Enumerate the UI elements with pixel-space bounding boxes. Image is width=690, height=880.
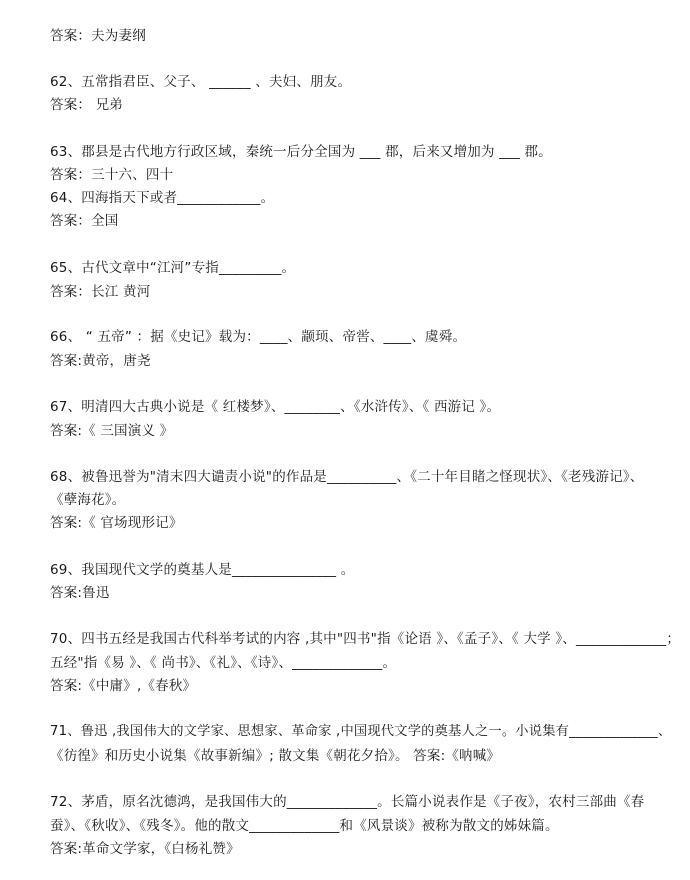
answer-70: 答案:《中庸》,《春秋》	[50, 678, 197, 694]
answer-67: 答案:《 三国演义 》	[50, 423, 174, 439]
answer-61: 答案：夫为妻纲	[50, 28, 146, 44]
question-70: 70、四书五经是我国古代科举考试的内容 ,其中"四书"指《论语 》、《孟子》、《 大学 》、_____________；	[50, 631, 681, 647]
question-65: 65、古代文章中“江河”专指_________。	[50, 260, 296, 276]
answer-63: 答案：三十六、四十	[50, 167, 174, 183]
question-68-cont: 《孽海花》。	[50, 492, 126, 508]
answer-64: 答案：全国	[50, 213, 119, 229]
question-72-cont: 蚕》、《秋收》、《残冬》。他的散文_____________和《风景谈》被称为散文的姊妹篇。	[50, 818, 559, 834]
question-63: 63、郡县是古代地方行政区域，秦统一后分全国为 ___ 郡，后来又增加为 ___ 郡。	[50, 144, 552, 160]
question-68: 68、被鲁迅誉为"清末四大谴责小说"的作品是__________、《二十年目睹之怪现状》、《老残游记》、	[50, 469, 644, 485]
question-69: 69、我国现代文学的奠基人是_______________ 。	[50, 562, 355, 578]
answer-68: 答案:《 官场现形记》	[50, 515, 183, 531]
answer-69: 答案:鲁迅	[50, 585, 110, 601]
question-64: 64、四海指天下或者____________。	[50, 190, 275, 206]
answer-66: 答案:黄帝，唐尧	[50, 353, 151, 369]
question-71: 71、鲁迅 ,我国伟大的文学家、思想家、革命家 ,中国现代文学的奠基人之一。小说集有_____________、	[50, 724, 672, 739]
question-62: 62、五常指君臣、父子、 ______ 、夫妇、朋友。	[50, 74, 352, 90]
answer-72: 答案:革命文学家，《白杨礼赞》	[50, 841, 240, 857]
answer-65: 答案：长江 黄河	[50, 284, 151, 300]
question-71-cont: 《彷徨》和历史小说集《故事新编》; 散文集《朝花夕拾》。 答案:《呐喊》	[50, 748, 501, 764]
answer-62: 答案： 兄弟	[50, 97, 123, 113]
question-67: 67、明清四大古典小说是《 红楼梦》、________、《水浒传》、《 西游记 》。	[50, 399, 501, 415]
question-70-cont: 五经"指《易 》、《 尚书》、《礼》、《诗》、_____________。	[50, 655, 397, 671]
question-72: 72、茅盾，原名沈德鸿，是我国伟大的_____________。长篇小说表作是《子夜》，农村三部曲《春	[50, 794, 645, 810]
question-66: 66、 “ 五帝” ：据《史记》载为：____、颛顼、帝喾、____、虞舜。	[50, 329, 467, 345]
